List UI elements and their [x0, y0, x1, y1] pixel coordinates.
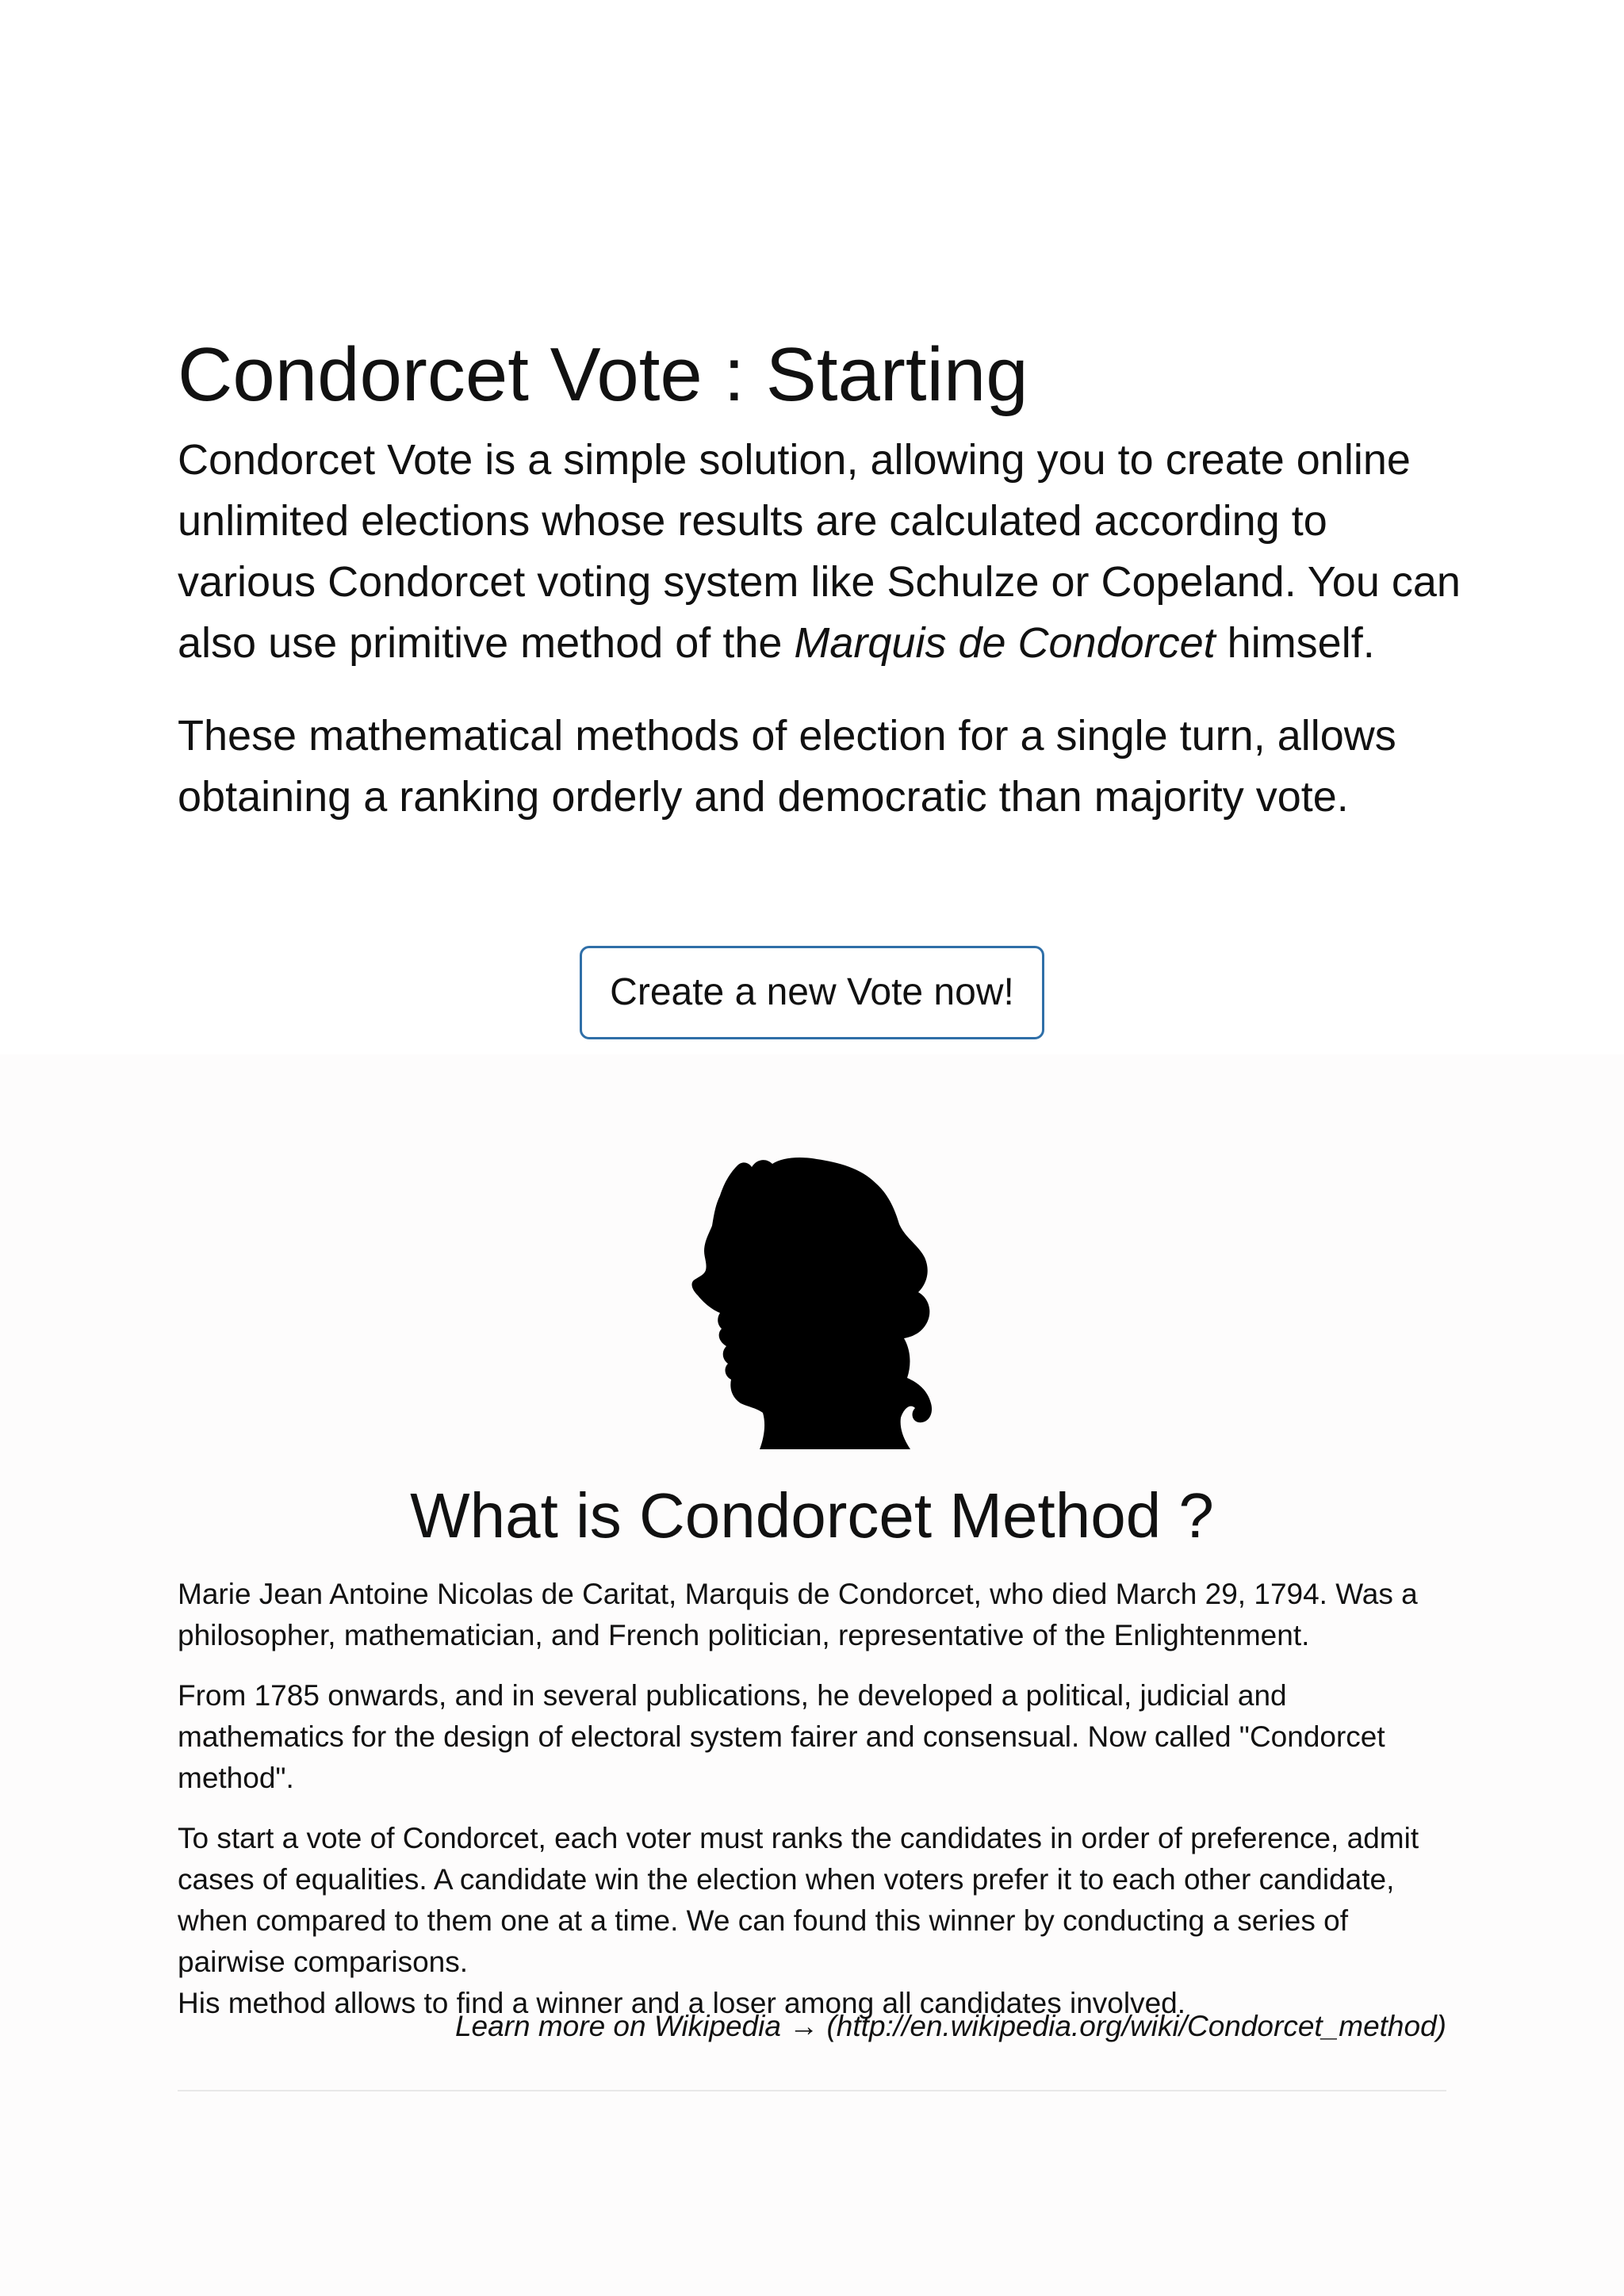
intro-paragraph-2: These mathematical methods of election for a single turn, allows obtaining a ranking orderly and democratic than majority vote. — [178, 711, 1396, 821]
about-paragraph-1: Marie Jean Antoine Nicolas de Caritat, Marquis de Condorcet, who died March 29, 1794. Was a philosopher, mathematician, and French politician, representative of the Enlightenment. — [178, 1578, 1418, 1651]
intro-text-start: Condorcet Vote is a simple solution, allowing you to create online unlimited elections whose results are calculated according to various Condorcet voting system like Schulze or Copeland. You can also use primitive method of the — [178, 435, 1461, 667]
wikipedia-link[interactable]: Learn more on Wikipedia → (http://en.wikipedia.org/wiki/Condorcet_method) — [454, 2010, 1446, 2042]
intro-paragraph — [178, 430, 1462, 674]
cta-container — [0, 946, 1624, 1039]
intro-emphasis: Marquis de Condorcet — [794, 618, 1216, 667]
section-title: What is Condorcet Method ? — [410, 1480, 1214, 1551]
about-paragraph-2: From 1785 onwards, and in several publications, he developed a political, judicial and mathematics for the design of electoral system fairer and consensual. Now called "Condorcet method". — [178, 1679, 1385, 1794]
create-vote-button[interactable]: Create a new Vote now! — [580, 946, 1044, 1039]
page-title: Condorcet Vote : Starting — [178, 332, 1028, 417]
about-paragraph-3: To start a vote of Condorcet, each voter must ranks the candidates in order of preference, admit cases of equalities. A candidate win the election when voters prefer it to each other candidate, when compared to them one at a time. We can found this winner by conducting a series of pairwise comparisons. — [178, 1822, 1419, 1978]
about-paragraph-4: His method allows to find a winner and a loser among all candidates involved. — [178, 1987, 1186, 2019]
condorcet-silhouette-image — [680, 1156, 942, 1449]
divider — [178, 2090, 1446, 2091]
hero-section — [178, 332, 1461, 828]
about-text — [178, 1574, 1454, 2043]
silhouette-shape — [692, 1158, 933, 1449]
intro-text-end: himself. — [1215, 618, 1375, 667]
